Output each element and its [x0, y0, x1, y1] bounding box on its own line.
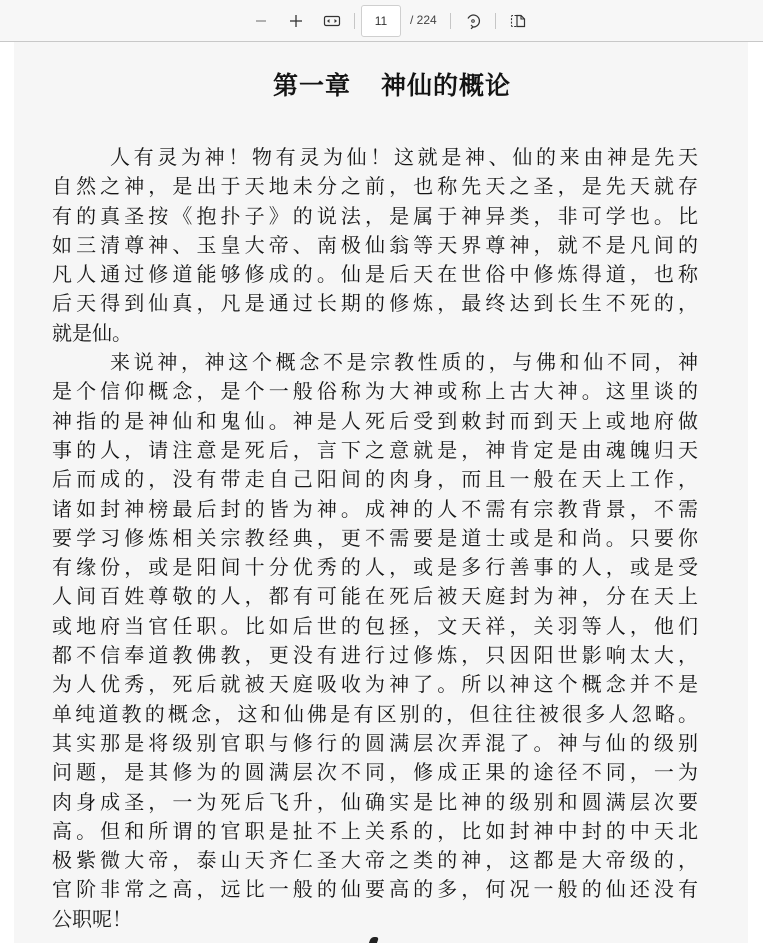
text-line: 官阶非常之高，远比一般的仙要高的多，何况一般的仙还没有 [52, 877, 698, 902]
text-line: 公职呢！ [52, 906, 132, 931]
rotate-button[interactable] [460, 9, 486, 33]
text-line: 就是仙。 [52, 320, 132, 345]
toolbar-divider [354, 13, 355, 29]
text-line: 肉身成圣，一为死后飞升，仙确实是比神的级别和圆满层次要 [52, 789, 698, 814]
text-line: 高。但和所谓的官职是扯不上关系的，比如封神中封的中天北 [52, 818, 698, 843]
text-line: 都不信奉道教佛教，更没有进行过修炼，只因阳世影响太大， [52, 643, 698, 668]
page-total-label: / 224 [410, 13, 437, 27]
text-line: 后而成的，没有带走自己阳间的肉身，而且一般在天上工作， [52, 467, 698, 492]
two-page-view-icon [509, 13, 527, 29]
page-view-button[interactable] [505, 9, 531, 33]
document-viewer[interactable] [0, 42, 763, 943]
fit-width-button[interactable] [319, 9, 345, 33]
paragraph [52, 143, 698, 348]
toolbar-divider [450, 13, 451, 29]
text-line: 极紫微大帝，泰山天齐仁圣大帝之类的神，这都是大帝级的， [52, 848, 698, 873]
pdf-page [14, 42, 748, 943]
text-line: 凡人通过修道能够修成的。仙是后天在世俗中修炼得道，也称 [52, 262, 698, 287]
text-line: 神指的是神仙和鬼仙。神是人死后受到敕封而到天上或地府做 [52, 408, 698, 433]
text-line: 如三清尊神、玉皇大帝、南极仙翁等天界尊神，就不是凡间的 [52, 232, 698, 257]
zoom-out-button[interactable] [248, 9, 274, 33]
text-line: 自然之神，是出于天地未分之前，也称先天之圣，是先天就存 [52, 174, 698, 199]
text-line: 事的人，请注意是死后，言下之意就是，神肯定是由魂魄归天 [52, 437, 698, 462]
page-number-input[interactable]: 11 [361, 5, 401, 37]
chapter-title [132, 66, 652, 102]
rotate-icon [464, 12, 482, 30]
text-line: 问题，是其修为的圆满层次不同，修成正果的途径不同，一为 [52, 760, 698, 785]
text-line: 人间百姓尊敬的人，都有可能在死后被天庭封为神，分在天上 [52, 584, 698, 609]
pdf-toolbar [0, 0, 763, 42]
chapter-name: 神仙的概论 [381, 71, 512, 100]
toolbar-divider [495, 13, 496, 29]
fit-width-icon [323, 14, 341, 28]
zoom-in-button[interactable] [283, 9, 309, 33]
text-line: 是个信仰概念，是个一般俗称为大神或称上古大神。这里谈的 [52, 379, 698, 404]
paragraph [52, 348, 698, 934]
partial-glyph [369, 937, 379, 943]
text-line: 单纯道教的概念，这和仙佛是有区别的，但往往被很多人忽略。 [52, 701, 698, 726]
text-line: 后天得到仙真，凡是通过长期的修炼，最终达到长生不死的， [52, 291, 698, 316]
body-text [52, 143, 698, 934]
text-line: 有的真圣按《抱扑子》的说法，是属于神异类，非可学也。比 [52, 203, 698, 228]
text-line: 为人优秀，死后就被天庭吸收为神了。所以神这个概念并不是 [52, 672, 698, 697]
text-line: 或地府当官任职。比如后世的包拯，文天祥，关羽等人，他们 [52, 613, 698, 638]
minus-icon [254, 14, 268, 28]
text-line: 要学习修炼相关宗教经典，更不需要是道士或是和尚。只要你 [52, 525, 698, 550]
text-line: 来说神，神这个概念不是宗教性质的，与佛和仙不同，神 [110, 350, 698, 375]
chapter-number: 第一章 [272, 71, 351, 100]
text-line: 有缘份，或是阳间十分优秀的人，或是多行善事的人，或是受 [52, 555, 698, 580]
text-line: 其实那是将级别官职与修行的圆满层次弄混了。神与仙的级别 [52, 730, 698, 755]
plus-icon [289, 14, 303, 28]
text-line: 诸如封神榜最后封的皆为神。成神的人不需有宗教背景，不需 [52, 496, 698, 521]
text-line: 人有灵为神！物有灵为仙！这就是神、仙的来由神是先天 [110, 145, 698, 169]
